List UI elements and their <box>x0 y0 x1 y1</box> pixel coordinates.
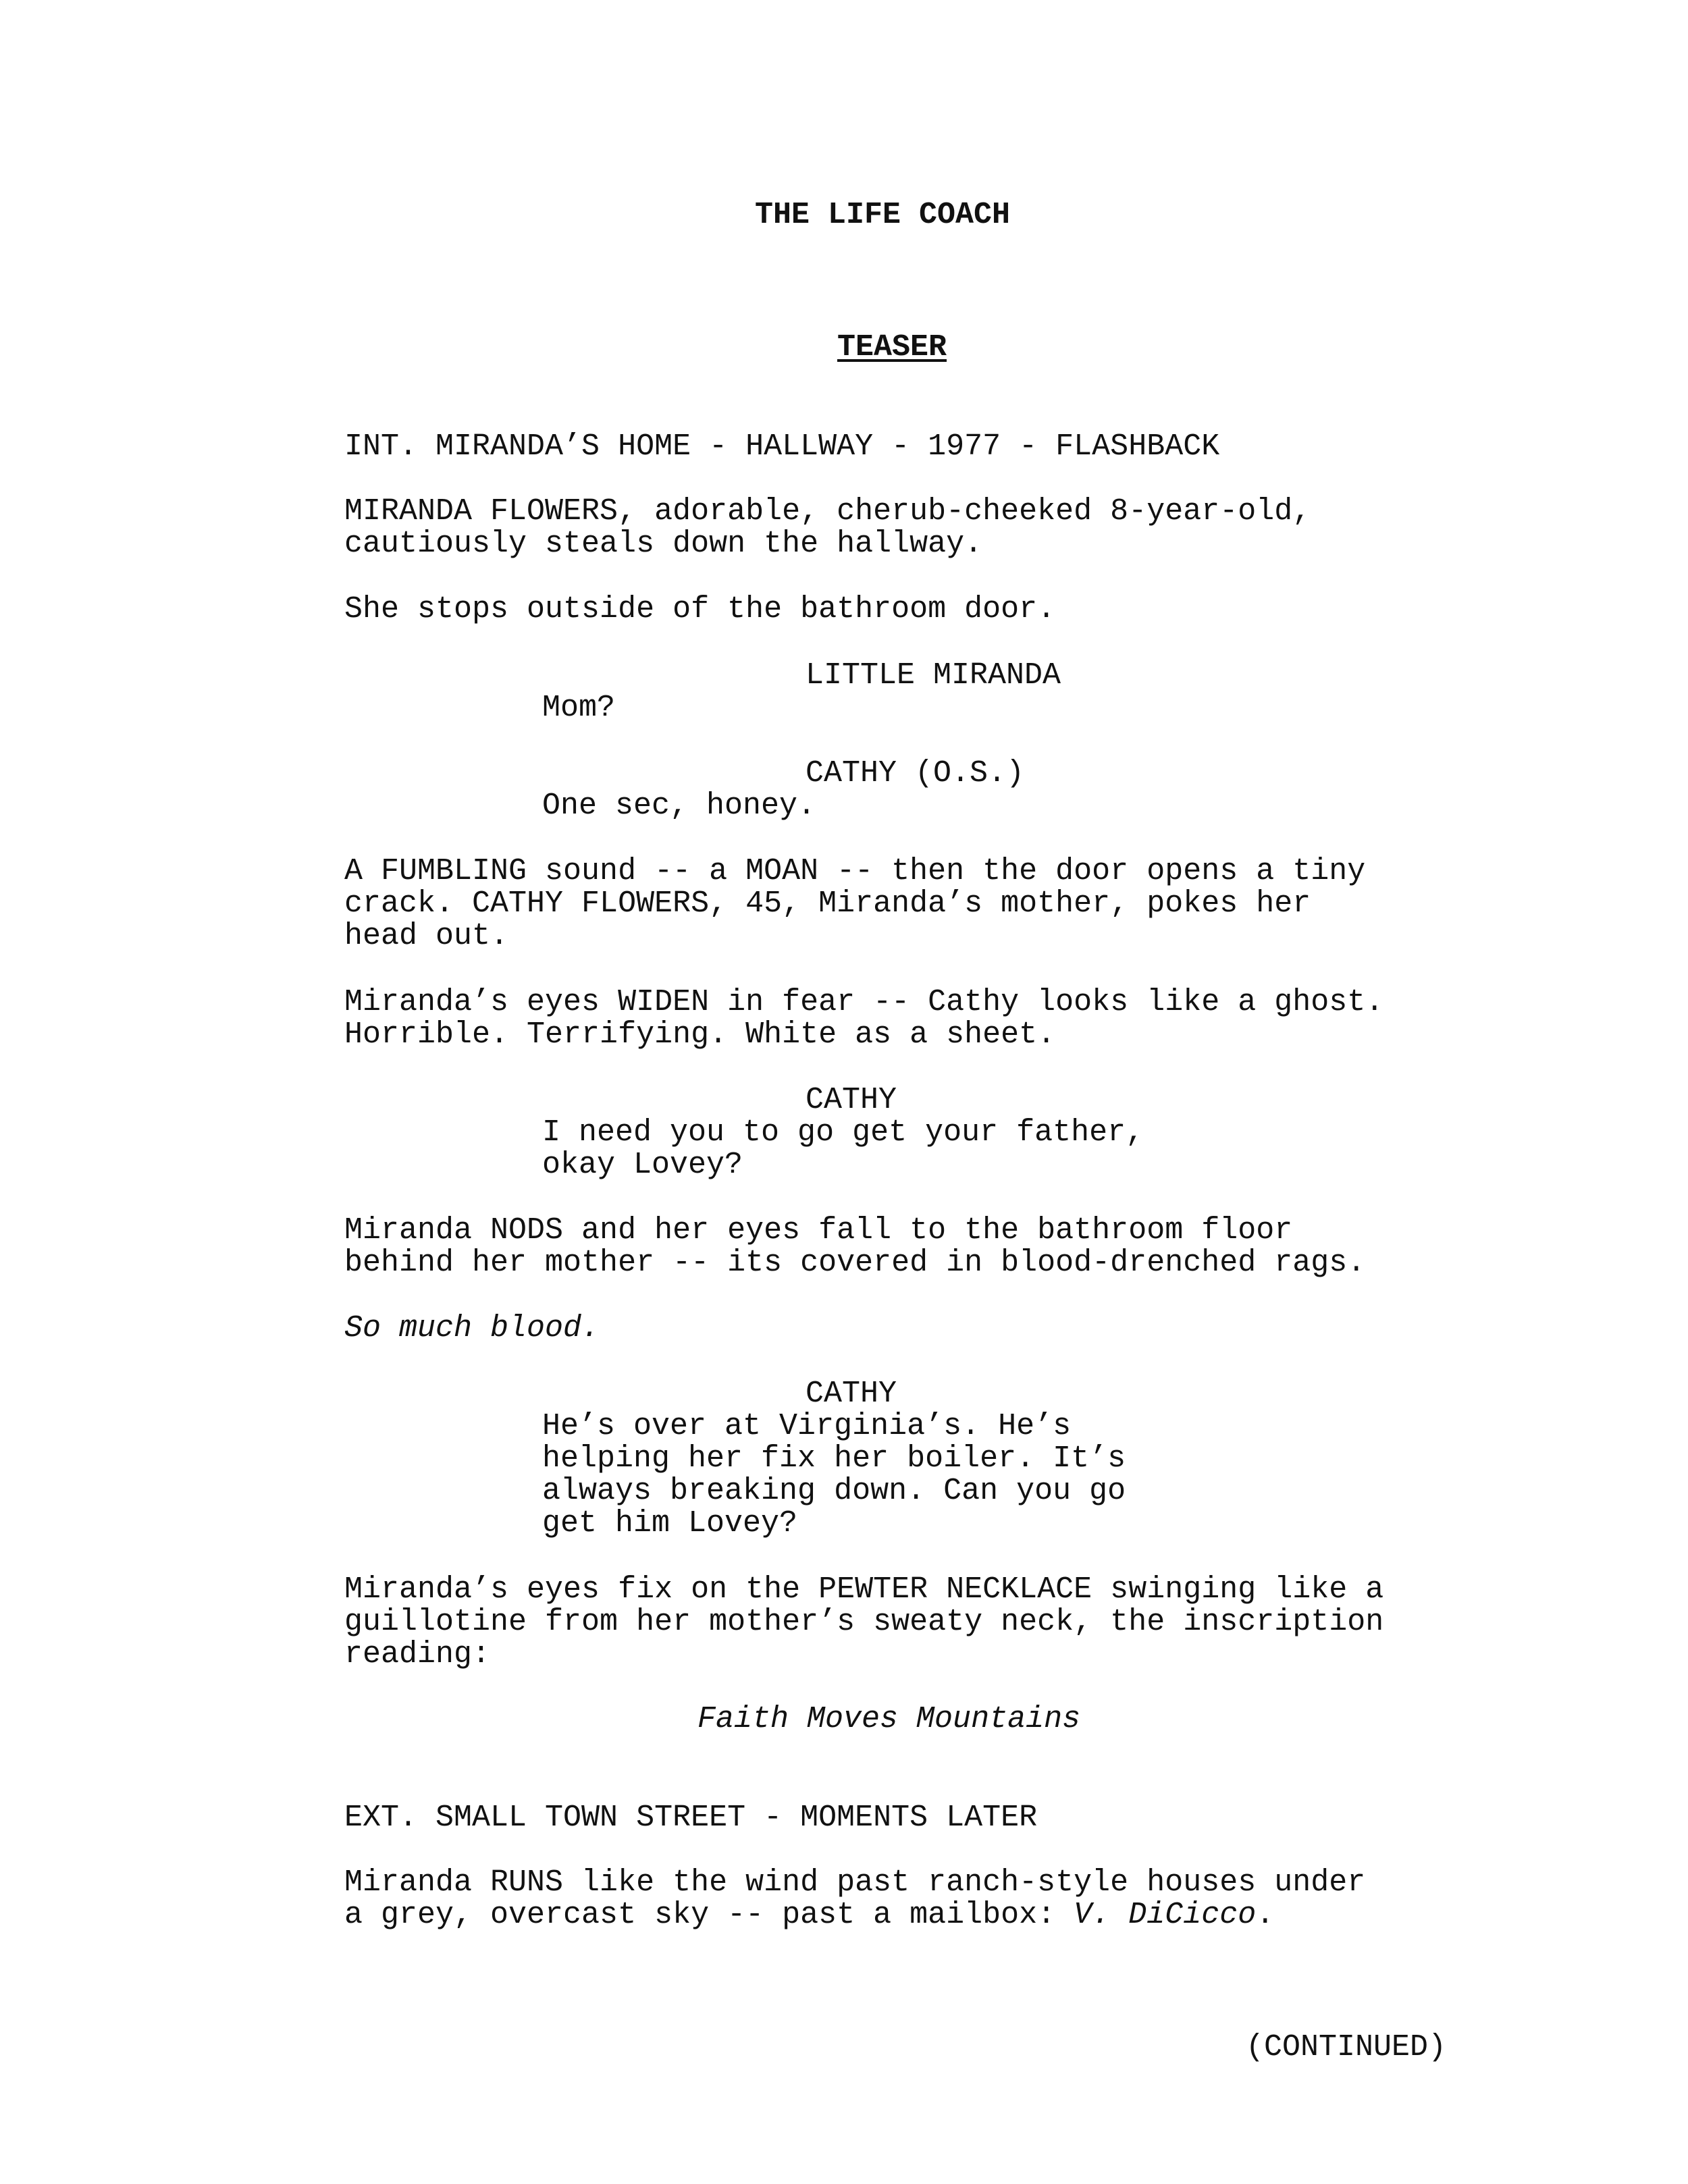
action-line <box>344 1898 1274 1932</box>
scene-heading: EXT. SMALL TOWN STREET - MOMENTS LATER <box>344 1801 1038 1835</box>
action-line: MIRANDA FLOWERS, adorable, cherub-cheeked 8-year-old, <box>344 494 1311 529</box>
character-name: CATHY <box>806 1377 897 1411</box>
mailbox-name: V. DiCicco <box>1074 1898 1257 1932</box>
action-text: a grey, overcast sky -- past a mailbox: <box>344 1898 1074 1932</box>
action-line: Miranda RUNS like the wind past ranch-style houses under <box>344 1865 1366 1900</box>
action-line: cautiously steals down the hallway. <box>344 527 983 561</box>
action-text: . <box>1256 1898 1275 1932</box>
character-name: CATHY (O.S.) <box>806 756 1025 791</box>
dialogue-line: always breaking down. Can you go <box>542 1474 1126 1508</box>
action-line: Horrible. Terrifying. White as a sheet. <box>344 1017 1056 1052</box>
action-line: behind her mother -- its covered in blood-drenched rags. <box>344 1246 1366 1280</box>
dialogue-line: get him Lovey? <box>542 1506 798 1541</box>
action-line: She stops outside of the bathroom door. <box>344 592 1056 627</box>
dialogue-line: I need you to go get your father, <box>542 1115 1144 1150</box>
script-title: THE LIFE COACH <box>755 198 1011 232</box>
character-name: CATHY <box>806 1083 897 1117</box>
dialogue-line: One sec, honey. <box>542 789 816 823</box>
action-line: Miranda NODS and her eyes fall to the bathroom floor <box>344 1213 1293 1248</box>
necklace-inscription: Faith Moves Mountains <box>697 1702 1081 1736</box>
action-line: guillotine from her mother’s sweaty neck, the inscription <box>344 1605 1384 1639</box>
continued-marker: (CONTINUED) <box>1246 2030 1447 2065</box>
character-name: LITTLE MIRANDA <box>806 658 1061 693</box>
dialogue-line: okay Lovey? <box>542 1148 743 1182</box>
dialogue-line: He’s over at Virginia’s. He’s <box>542 1409 1072 1443</box>
dialogue-line: Mom? <box>542 691 616 725</box>
action-line: crack. CATHY FLOWERS, 45, Miranda’s mother, pokes her <box>344 886 1311 921</box>
scene-heading: INT. MIRANDA’S HOME - HALLWAY - 1977 - FLASHBACK <box>344 429 1220 464</box>
action-line: reading: <box>344 1637 491 1672</box>
dialogue-line: helping her fix her boiler. It’s <box>542 1441 1126 1476</box>
section-heading: TEASER <box>837 330 947 365</box>
action-line: Miranda’s eyes WIDEN in fear -- Cathy looks like a ghost. <box>344 985 1384 1019</box>
action-line: Miranda’s eyes fix on the PEWTER NECKLACE swinging like a <box>344 1572 1384 1607</box>
action-line: head out. <box>344 919 509 953</box>
action-line-italic: So much blood. <box>344 1311 600 1346</box>
action-line: A FUMBLING sound -- a MOAN -- then the door opens a tiny <box>344 854 1366 888</box>
